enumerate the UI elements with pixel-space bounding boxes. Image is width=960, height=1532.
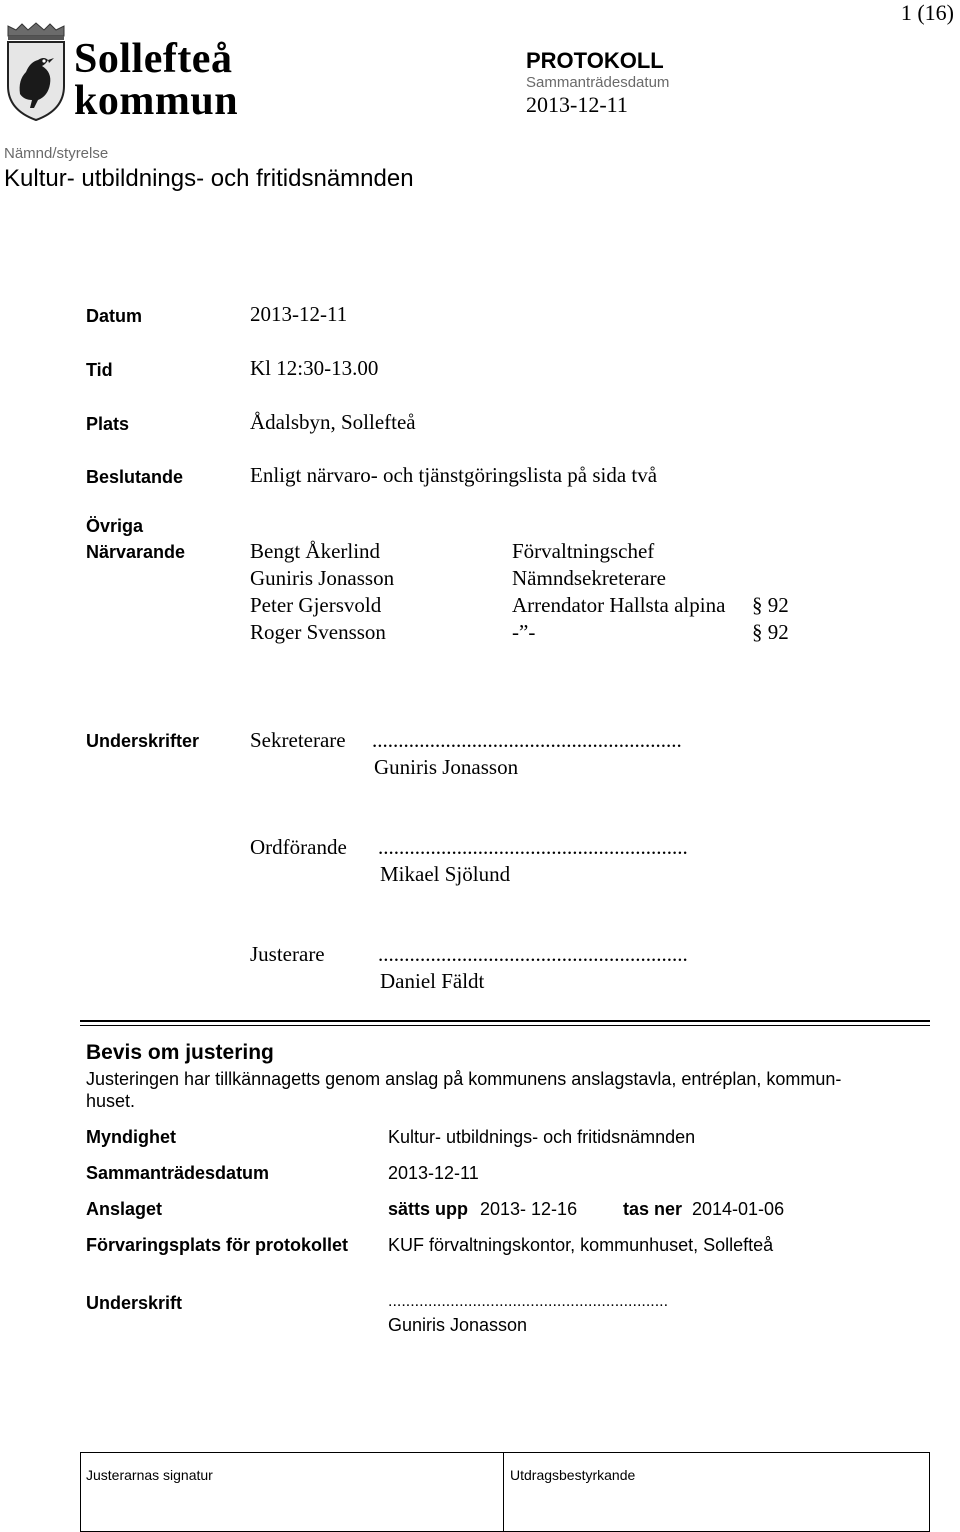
signature-line: ........................................................... bbox=[378, 835, 688, 859]
plats-label: Plats bbox=[86, 414, 130, 434]
tid-label: Tid bbox=[86, 360, 113, 380]
document-type: PROTOKOLL bbox=[526, 48, 664, 73]
sammantradesdatum-label: Sammanträdesdatum bbox=[86, 1163, 270, 1183]
meeting-date-label: Sammanträdesdatum bbox=[526, 74, 670, 91]
anslaget-label: Anslaget bbox=[86, 1199, 163, 1219]
attendee-role: Arrendator Hallsta alpina bbox=[512, 593, 726, 617]
underskrift-label: Underskrift bbox=[86, 1293, 183, 1313]
body-name: Kultur- utbildnings- och fritidsnämnden bbox=[4, 165, 414, 192]
sekreterare-label: Sekreterare bbox=[250, 728, 346, 752]
underskrifter-label: Underskrifter bbox=[86, 731, 200, 751]
tas-ner-value: 2014-01-06 bbox=[692, 1199, 785, 1219]
beslutande-label: Beslutande bbox=[86, 467, 184, 487]
body-label: Nämnd/styrelse bbox=[4, 145, 109, 162]
sammantradesdatum-value: 2013-12-11 bbox=[388, 1163, 479, 1183]
ovriga-label: Övriga bbox=[86, 516, 144, 536]
ordforande-name: Mikael Sjölund bbox=[380, 862, 511, 886]
attendee-name: Roger Svensson bbox=[250, 620, 386, 644]
logo-wordmark bbox=[74, 38, 238, 122]
attendee-paragraph: § 92 bbox=[752, 620, 789, 644]
logo-line-2: kommun bbox=[74, 78, 239, 124]
page-number: 1 (16) bbox=[900, 0, 954, 25]
bevis-title: Bevis om justering bbox=[86, 1041, 274, 1064]
justerare-name: Daniel Fäldt bbox=[380, 969, 485, 993]
section-divider bbox=[80, 1025, 930, 1026]
attendee-role: -”- bbox=[512, 620, 536, 644]
myndighet-label: Myndighet bbox=[86, 1127, 176, 1147]
bevis-text-line-2: huset. bbox=[86, 1091, 136, 1111]
attendee-role: Förvaltningschef bbox=[512, 539, 655, 563]
datum-value: 2013-12-11 bbox=[250, 302, 348, 326]
signature-line: ............................................................... bbox=[388, 1293, 669, 1310]
meeting-date: 2013-12-11 bbox=[526, 92, 628, 117]
footer-signature-box bbox=[80, 1452, 930, 1532]
satts-upp-value: 2013- 12-16 bbox=[480, 1199, 578, 1219]
underskrift-name: Guniris Jonasson bbox=[388, 1315, 528, 1335]
justerare-label: Justerare bbox=[250, 942, 325, 966]
attendee-role: Nämndsekreterare bbox=[512, 566, 666, 590]
plats-value: Ådalsbyn, Sollefteå bbox=[250, 410, 416, 434]
sekreterare-name: Guniris Jonasson bbox=[374, 755, 519, 779]
logo-line-1: Sollefteå bbox=[74, 36, 233, 82]
footer-box-divider bbox=[503, 1452, 504, 1532]
forvaringsplats-label: Förvaringsplats för protokollet bbox=[86, 1235, 349, 1255]
beslutande-value: Enligt närvaro- och tjänstgöringslista på sida två bbox=[250, 463, 658, 487]
section-divider bbox=[80, 1020, 930, 1022]
datum-label: Datum bbox=[86, 306, 143, 326]
satts-upp-label: sätts upp bbox=[388, 1199, 469, 1219]
attendee-paragraph: § 92 bbox=[752, 593, 789, 617]
ordforande-label: Ordförande bbox=[250, 835, 347, 859]
justerarnas-signatur-label: Justerarnas signatur bbox=[86, 1467, 213, 1483]
attendee-name: Peter Gjersvold bbox=[250, 593, 382, 617]
signature-line: ........................................................... bbox=[372, 728, 682, 752]
narvarande-label: Närvarande bbox=[86, 542, 186, 562]
signature-line: ........................................................... bbox=[378, 942, 688, 966]
coat-of-arms-icon bbox=[4, 22, 68, 122]
tid-value: Kl 12:30-13.00 bbox=[250, 356, 379, 380]
myndighet-value: Kultur- utbildnings- och fritidsnämnden bbox=[388, 1127, 696, 1147]
forvaringsplats-value: KUF förvaltningskontor, kommunhuset, Sollefteå bbox=[388, 1235, 774, 1255]
attendee-name: Bengt Åkerlind bbox=[250, 539, 381, 563]
attendee-name: Guniris Jonasson bbox=[250, 566, 395, 590]
utdragsbestyrkande-label: Utdragsbestyrkande bbox=[510, 1467, 636, 1483]
bevis-text-line-1: Justeringen har tillkännagetts genom anslag på kommunens anslagstavla, entréplan, kommun- bbox=[86, 1069, 842, 1089]
tas-ner-label: tas ner bbox=[623, 1199, 683, 1219]
